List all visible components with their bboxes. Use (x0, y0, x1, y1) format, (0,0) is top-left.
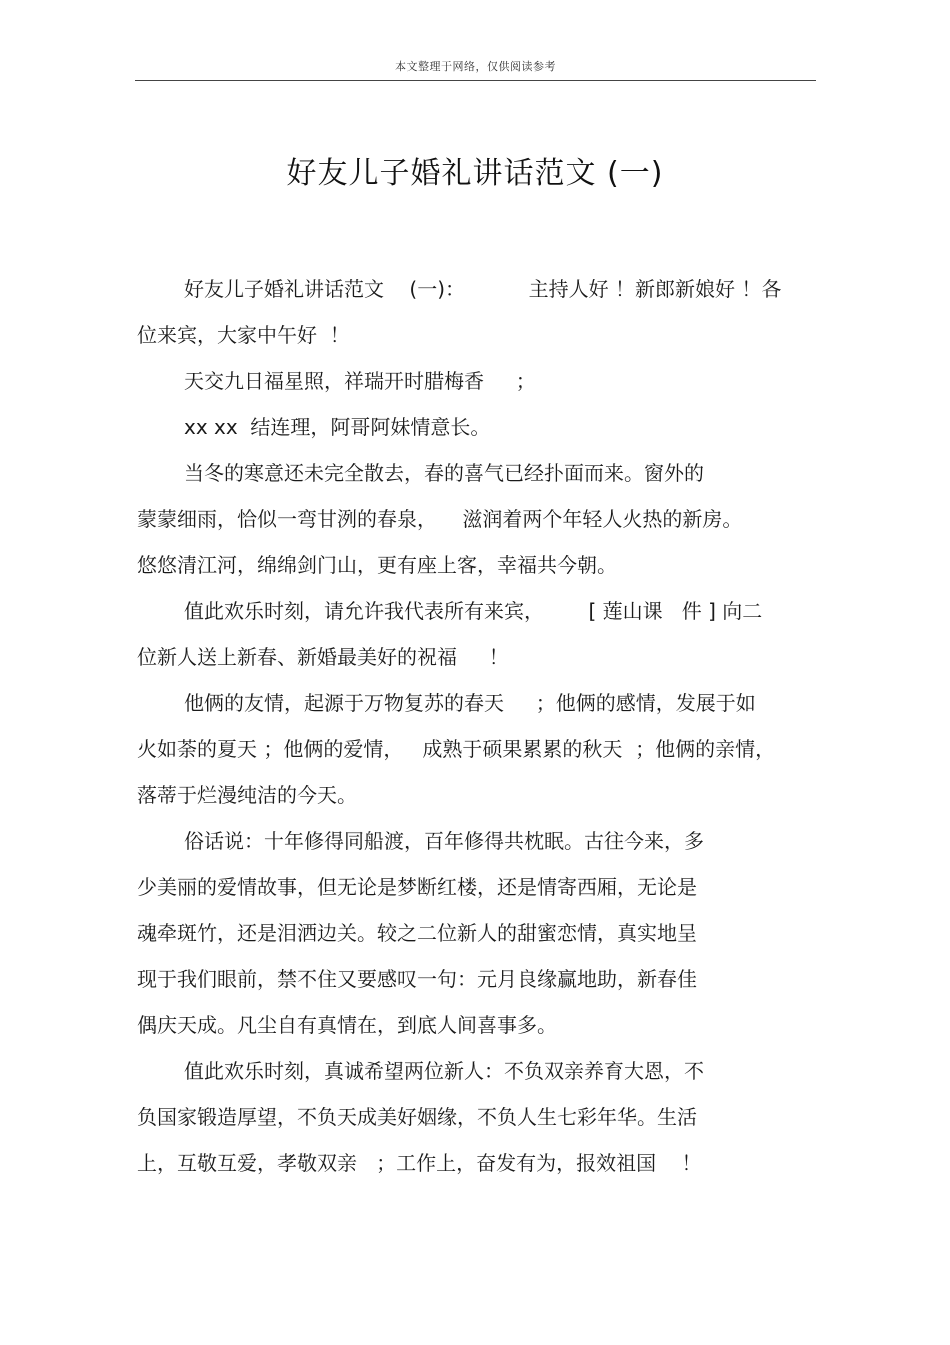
body-line: 落蒂于烂漫纯洁的今天。 (137, 783, 357, 807)
header-divider (135, 80, 816, 81)
body-line: 值此欢乐时刻，真诚希望两位新人：不负双亲养育大恩，不 (184, 1059, 704, 1083)
body-line: 火如荼的夏天 ；他俩的爱情， 成熟于硕果累累的秋天 ；他俩的亲情， (137, 737, 776, 761)
body-line: 俗话说：十年修得同船渡，百年修得共枕眠。古往今来，多 (184, 829, 704, 853)
document-body (137, 266, 827, 1186)
body-line: 好友儿子婚礼讲话范文 (一)： 主持人好 ！新郎新娘好 ！各 (184, 277, 782, 301)
body-line: 现于我们眼前，禁不住又要感叹一句：元月良缘赢地助，新春佳 (137, 967, 697, 991)
body-line: 少美丽的爱情故事，但无论是梦断红楼，还是情寄西厢，无论是 (137, 875, 697, 899)
page-header-note: 本文整理于网络，仅供阅读参考 (395, 60, 556, 73)
body-line: 蒙蒙细雨，恰似一弯甘洌的春泉， 滋润着两个年轻人火热的新房。 (137, 507, 743, 531)
body-line: 他俩的友情，起源于万物复苏的春天 ；他俩的感情，发展于如 (184, 691, 756, 715)
body-line: 位来宾，大家中午好 ！ (137, 323, 350, 347)
body-line: 负国家锻造厚望，不负天成美好姻缘，不负人生七彩年华。生活 (137, 1105, 697, 1129)
body-line: 上，互敬互爱，孝敬双亲 ；工作上，奋发有为，报效祖国 ！ (137, 1151, 702, 1175)
body-line: 天交九日福星照，祥瑞开时腊梅香 ； (184, 369, 536, 393)
body-line: xx xx 结连理，阿哥阿妹情意长。 (184, 415, 491, 439)
document-title: 好友儿子婚礼讲话范文 (一) (286, 156, 664, 191)
body-line: 值此欢乐时刻，请允许我代表所有来宾， [ 莲山课 件 ] 向二 (184, 599, 763, 623)
body-line: 位新人送上新春、新婚最美好的祝福 ！ (137, 645, 509, 669)
body-line: 当冬的寒意还未完全散去，春的喜气已经扑面而来。窗外的 (184, 461, 704, 485)
body-line: 魂牵斑竹，还是泪洒边关。较之二位新人的甜蜜恋情，真实地呈 (137, 921, 697, 945)
body-line: 偶庆天成。凡尘自有真情在，到底人间喜事多。 (137, 1013, 557, 1037)
body-line: 悠悠清江河，绵绵剑门山，更有座上客，幸福共今朝。 (137, 553, 617, 577)
